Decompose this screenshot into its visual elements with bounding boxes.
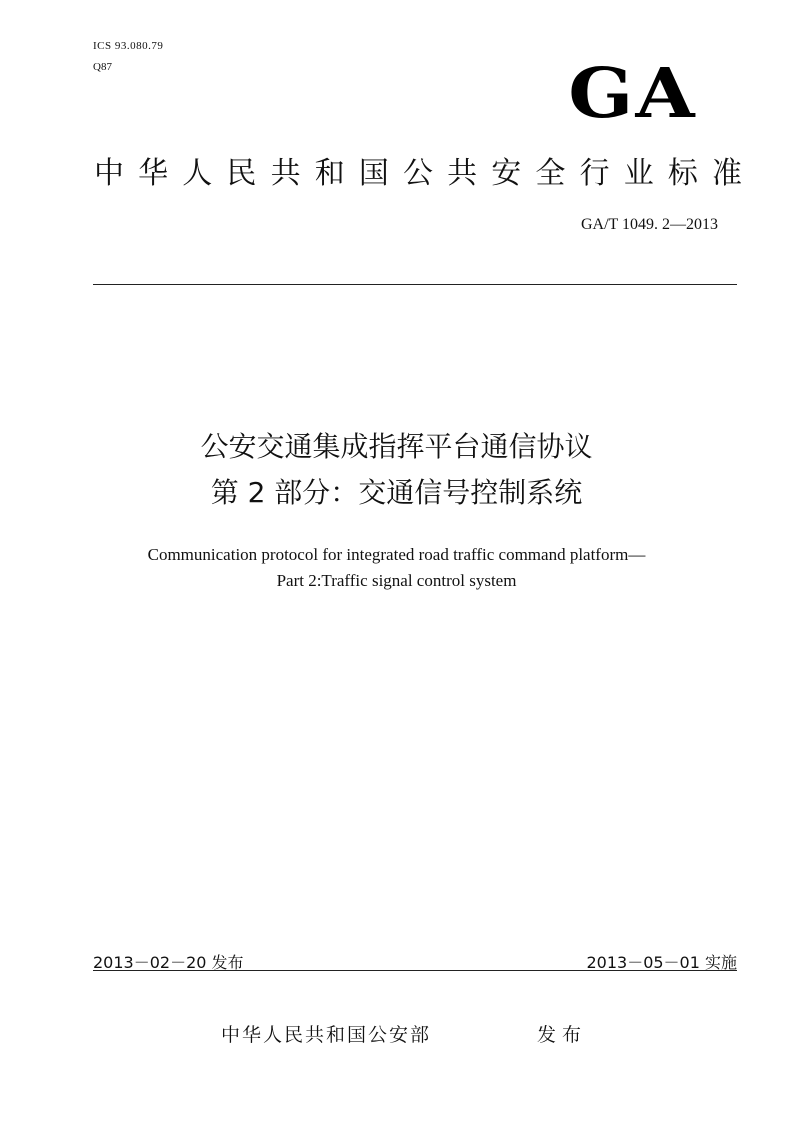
standard-category-title: 中华人民共和国公共安全行业标准 <box>94 156 742 191</box>
top-divider <box>93 284 737 285</box>
standard-number: GA/T 1049. 2—2013 <box>580 216 718 233</box>
title-zh-line1: 公安交通集成指挥平台通信协议 <box>200 430 593 463</box>
publish-date: 2013－02－20 发布 <box>93 953 244 972</box>
issue-label: 发布 <box>537 1024 588 1046</box>
ics-code: ICS 93.080.79 <box>93 40 164 52</box>
title-zh-line2: 第 2 部分：交通信号控制系统 <box>210 476 583 509</box>
title-en-line1: Communication protocol for integrated road traffic command platform— <box>147 545 646 564</box>
bottom-divider <box>93 970 737 971</box>
ga-logo: GA <box>568 54 697 134</box>
implement-date: 2013－05－01 实施 <box>586 953 737 972</box>
issuing-authority: 中华人民共和国公安部 <box>221 1024 432 1046</box>
classification-code: Q87 <box>93 61 112 73</box>
title-en-line2: Part 2:Traffic signal control system <box>276 571 517 590</box>
